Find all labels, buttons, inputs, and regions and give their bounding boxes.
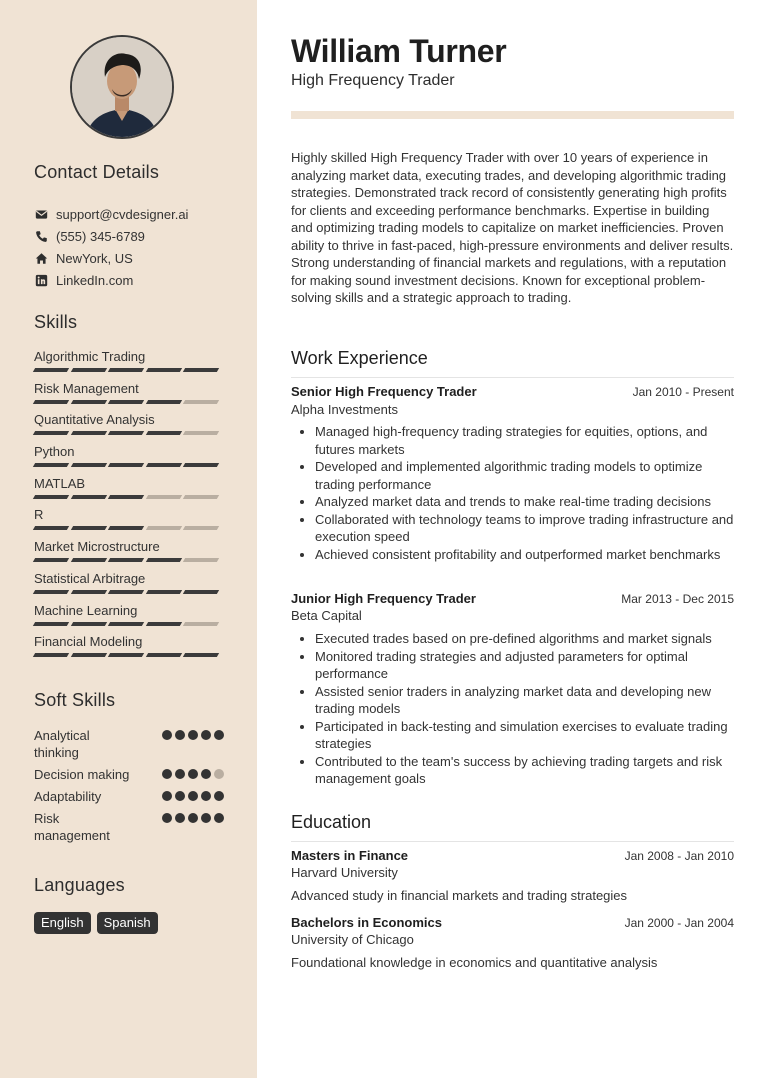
- skill-level-bar: [34, 368, 224, 372]
- skill-level-segment: [145, 590, 181, 594]
- soft-skill-rating: [162, 766, 224, 779]
- job-bullet: • Monitored trading strategies and adjusted parameters for optimal performance: [315, 648, 734, 683]
- soft-skill-name: Risk management: [34, 811, 110, 843]
- skill-level-segment: [145, 431, 181, 435]
- skill-name: Statistical Arbitrage: [34, 570, 146, 586]
- rating-dot: [188, 791, 198, 801]
- contact-phone[interactable]: [34, 225, 244, 247]
- skill-name: Machine Learning: [34, 602, 138, 618]
- soft-skill-name: Decision making: [34, 767, 130, 782]
- profile-photo: [72, 37, 172, 137]
- skill-level-segment: [70, 495, 106, 499]
- skill-row: [34, 475, 224, 507]
- skill-row: [34, 411, 224, 443]
- skill-level-segment: [108, 622, 144, 626]
- skill-level-segment: [33, 400, 69, 404]
- rating-dot: [201, 791, 211, 801]
- education-header: [291, 848, 734, 863]
- skills-list: [34, 348, 224, 665]
- skill-level-segment: [70, 653, 106, 657]
- rating-dot: [175, 791, 185, 801]
- envelope-icon: [34, 207, 48, 221]
- education-date: Jan 2000 - Jan 2004: [624, 916, 734, 930]
- skill-name: Python: [34, 444, 75, 460]
- skill-level-segment: [108, 463, 144, 467]
- education-description: Foundational knowledge in economics and quantitative analysis: [291, 955, 658, 970]
- skill-level-segment: [33, 590, 69, 594]
- job-bullets: [291, 423, 734, 563]
- job-bullet: • Participated in back-testing and simulation exercises to evaluate trading strategies: [315, 718, 734, 753]
- contact-linkedin-text: LinkedIn.com: [56, 272, 134, 288]
- candidate-name: William Turner: [291, 33, 507, 69]
- skill-level-segment: [33, 431, 69, 435]
- skill-level-segment: [70, 526, 106, 530]
- contact-list: [34, 203, 244, 291]
- skill-row: [34, 538, 224, 570]
- job-company: Beta Capital: [291, 608, 362, 623]
- contact-linkedin[interactable]: [34, 269, 244, 291]
- skill-row: [34, 506, 224, 538]
- skill-level-segment: [70, 558, 106, 562]
- skill-level-bar: [34, 590, 224, 594]
- work-heading: Work Experience: [291, 348, 734, 378]
- skill-level-segment: [33, 653, 69, 657]
- skill-level-segment: [70, 368, 106, 372]
- contact-heading: Contact Details: [34, 162, 160, 182]
- rating-dot: [175, 730, 185, 740]
- skill-level-segment: [183, 526, 219, 530]
- education-school: University of Chicago: [291, 932, 414, 947]
- education-date: Jan 2008 - Jan 2010: [624, 849, 734, 863]
- skill-level-segment: [33, 558, 69, 562]
- contact-phone-text: (555) 345-6789: [56, 228, 145, 244]
- job-bullet: • Analyzed market data and trends to make real-time trading decisions: [315, 493, 734, 511]
- skill-level-segment: [145, 400, 181, 404]
- soft-skill-row: [34, 810, 224, 849]
- skill-name: Risk Management: [34, 380, 139, 396]
- soft-skill-row: [34, 766, 224, 788]
- soft-skill-name: Analytical thinking: [34, 728, 90, 760]
- skill-level-segment: [33, 526, 69, 530]
- skill-level-segment: [145, 495, 181, 499]
- rating-dot: [175, 769, 185, 779]
- job-bullets: [291, 630, 734, 788]
- skill-level-segment: [183, 653, 219, 657]
- soft-skill-row: [34, 788, 224, 810]
- education-degree: Masters in Finance: [291, 848, 409, 863]
- job-bullet: • Collaborated with technology teams to improve trading infrastructure and execution speed: [315, 511, 734, 546]
- rating-dot: [214, 730, 224, 740]
- rating-dot: [162, 813, 172, 823]
- skill-row: [34, 602, 224, 634]
- education-school: Harvard University: [291, 865, 398, 880]
- skill-name: R: [34, 507, 44, 523]
- skill-level-bar: [34, 463, 224, 467]
- rating-dot: [214, 791, 224, 801]
- skills-heading: Skills: [34, 312, 78, 332]
- soft-skill-rating: [162, 727, 224, 740]
- skill-level-segment: [33, 495, 69, 499]
- skill-level-segment: [108, 653, 144, 657]
- contact-email[interactable]: [34, 203, 244, 225]
- skill-level-bar: [34, 622, 224, 626]
- home-icon: [34, 251, 48, 265]
- skill-level-bar: [34, 400, 224, 404]
- skill-name: Market Microstructure: [34, 539, 160, 555]
- skill-level-segment: [33, 368, 69, 372]
- skill-level-segment: [70, 463, 106, 467]
- rating-dot: [188, 813, 198, 823]
- job-bullet: • Developed and implemented algorithmic trading models to optimize trading performance: [315, 458, 734, 493]
- language-tag: English: [34, 912, 91, 934]
- skill-level-segment: [108, 368, 144, 372]
- skill-level-segment: [183, 590, 219, 594]
- skill-level-segment: [145, 463, 181, 467]
- phone-icon: [34, 229, 48, 243]
- rating-dot: [214, 769, 224, 779]
- job-bullet: • Executed trades based on pre-defined algorithms and market signals: [315, 630, 734, 648]
- skill-level-segment: [145, 368, 181, 372]
- language-tag: Spanish: [97, 912, 158, 934]
- skill-name: Algorithmic Trading: [34, 349, 146, 364]
- skill-level-segment: [70, 431, 106, 435]
- rating-dot: [214, 813, 224, 823]
- job-header: [291, 591, 734, 606]
- skill-name: MATLAB: [34, 475, 86, 491]
- soft-skills-heading: Soft Skills: [34, 690, 116, 710]
- skill-level-segment: [108, 558, 144, 562]
- soft-skill-rating: [162, 788, 224, 801]
- soft-skills-list: [34, 727, 224, 849]
- skill-level-bar: [34, 431, 224, 435]
- job-bullet: • Contributed to the team's success by achieving trading targets and risk management goals: [315, 753, 734, 788]
- job-bullet: • Assisted senior traders in analyzing market data and developing new trading models: [315, 683, 734, 718]
- languages-heading: Languages: [34, 875, 125, 895]
- languages-list: [34, 912, 158, 934]
- skill-level-bar: [34, 558, 224, 562]
- job-date: Jan 2010 - Present: [632, 385, 734, 399]
- skill-level-segment: [70, 400, 106, 404]
- skill-level-bar: [34, 653, 224, 657]
- education-degree: Bachelors in Economics: [291, 915, 442, 930]
- skill-level-segment: [145, 653, 181, 657]
- skill-row: [34, 380, 224, 412]
- skill-level-segment: [70, 590, 106, 594]
- soft-skill-row: [34, 727, 224, 766]
- skill-level-segment: [145, 558, 181, 562]
- skill-level-segment: [33, 463, 69, 467]
- rating-dot: [162, 769, 172, 779]
- skill-name: Quantitative Analysis: [34, 412, 155, 428]
- skill-row: [34, 633, 224, 665]
- job-date: Mar 2013 - Dec 2015: [621, 592, 734, 606]
- linkedin-icon: [34, 273, 48, 287]
- job-header: [291, 384, 734, 399]
- rating-dot: [188, 730, 198, 740]
- skill-level-segment: [108, 495, 144, 499]
- skill-row: [34, 443, 224, 475]
- sidebar: [0, 0, 257, 1078]
- job-title: Senior High Frequency Trader: [291, 384, 477, 399]
- rating-dot: [201, 730, 211, 740]
- accent-divider: [291, 111, 734, 119]
- education-description: Advanced study in financial markets and trading strategies: [291, 888, 628, 903]
- skill-name: Financial Modeling: [34, 634, 143, 650]
- contact-location-text: NewYork, US: [56, 250, 133, 266]
- education-heading: Education: [291, 812, 734, 842]
- skill-level-segment: [70, 622, 106, 626]
- skill-level-segment: [145, 622, 181, 626]
- education-header: [291, 915, 734, 930]
- skill-row: [34, 570, 224, 602]
- job-bullet: • Managed high-frequency trading strategies for equities, options, and futures markets: [315, 423, 734, 458]
- soft-skill-rating: [162, 810, 224, 823]
- rating-dot: [188, 769, 198, 779]
- skill-level-bar: [34, 526, 224, 530]
- skill-level-segment: [33, 622, 69, 626]
- skill-level-segment: [108, 400, 144, 404]
- skill-level-segment: [183, 431, 219, 435]
- contact-email-text: support@cvdesigner.ai: [56, 206, 189, 222]
- job-title: Junior High Frequency Trader: [291, 591, 476, 606]
- skill-level-segment: [183, 495, 219, 499]
- skill-level-segment: [108, 590, 144, 594]
- skill-level-segment: [183, 400, 219, 404]
- summary-text: Highly skilled High Frequency Trader with over 10 years of experience in analyzing market data, executing trades, and developing algorithmic trading strategies. Demonstrated track record of consistently generating high profits for clients and exceeding performance benchmarks. Expertise in building and optimizing trading models to capitalize on market inefficiencies. Proven ability to thrive in fast-paced, high-pressure environments and deliver results. Strong understanding of financial markets and regulations, with a reputation for making sound investment decisions. Known for exceptional problem-solving skills and a strategic approach to trading.: [291, 150, 734, 305]
- rating-dot: [162, 730, 172, 740]
- skill-level-segment: [183, 368, 219, 372]
- job-bullet: • Achieved consistent profitability and outperformed market benchmarks: [315, 546, 734, 564]
- skill-level-segment: [183, 622, 219, 626]
- skill-level-segment: [183, 463, 219, 467]
- skill-level-segment: [108, 526, 144, 530]
- skill-level-segment: [108, 431, 144, 435]
- rating-dot: [201, 769, 211, 779]
- skill-level-segment: [145, 526, 181, 530]
- rating-dot: [201, 813, 211, 823]
- skill-level-bar: [34, 495, 224, 499]
- skill-row: [34, 348, 224, 380]
- contact-location: [34, 247, 244, 269]
- skill-level-segment: [183, 558, 219, 562]
- soft-skill-name: Adaptability: [34, 789, 102, 804]
- rating-dot: [162, 791, 172, 801]
- candidate-title: High Frequency Trader: [291, 72, 455, 89]
- rating-dot: [175, 813, 185, 823]
- job-company: Alpha Investments: [291, 402, 398, 417]
- avatar: [70, 35, 174, 139]
